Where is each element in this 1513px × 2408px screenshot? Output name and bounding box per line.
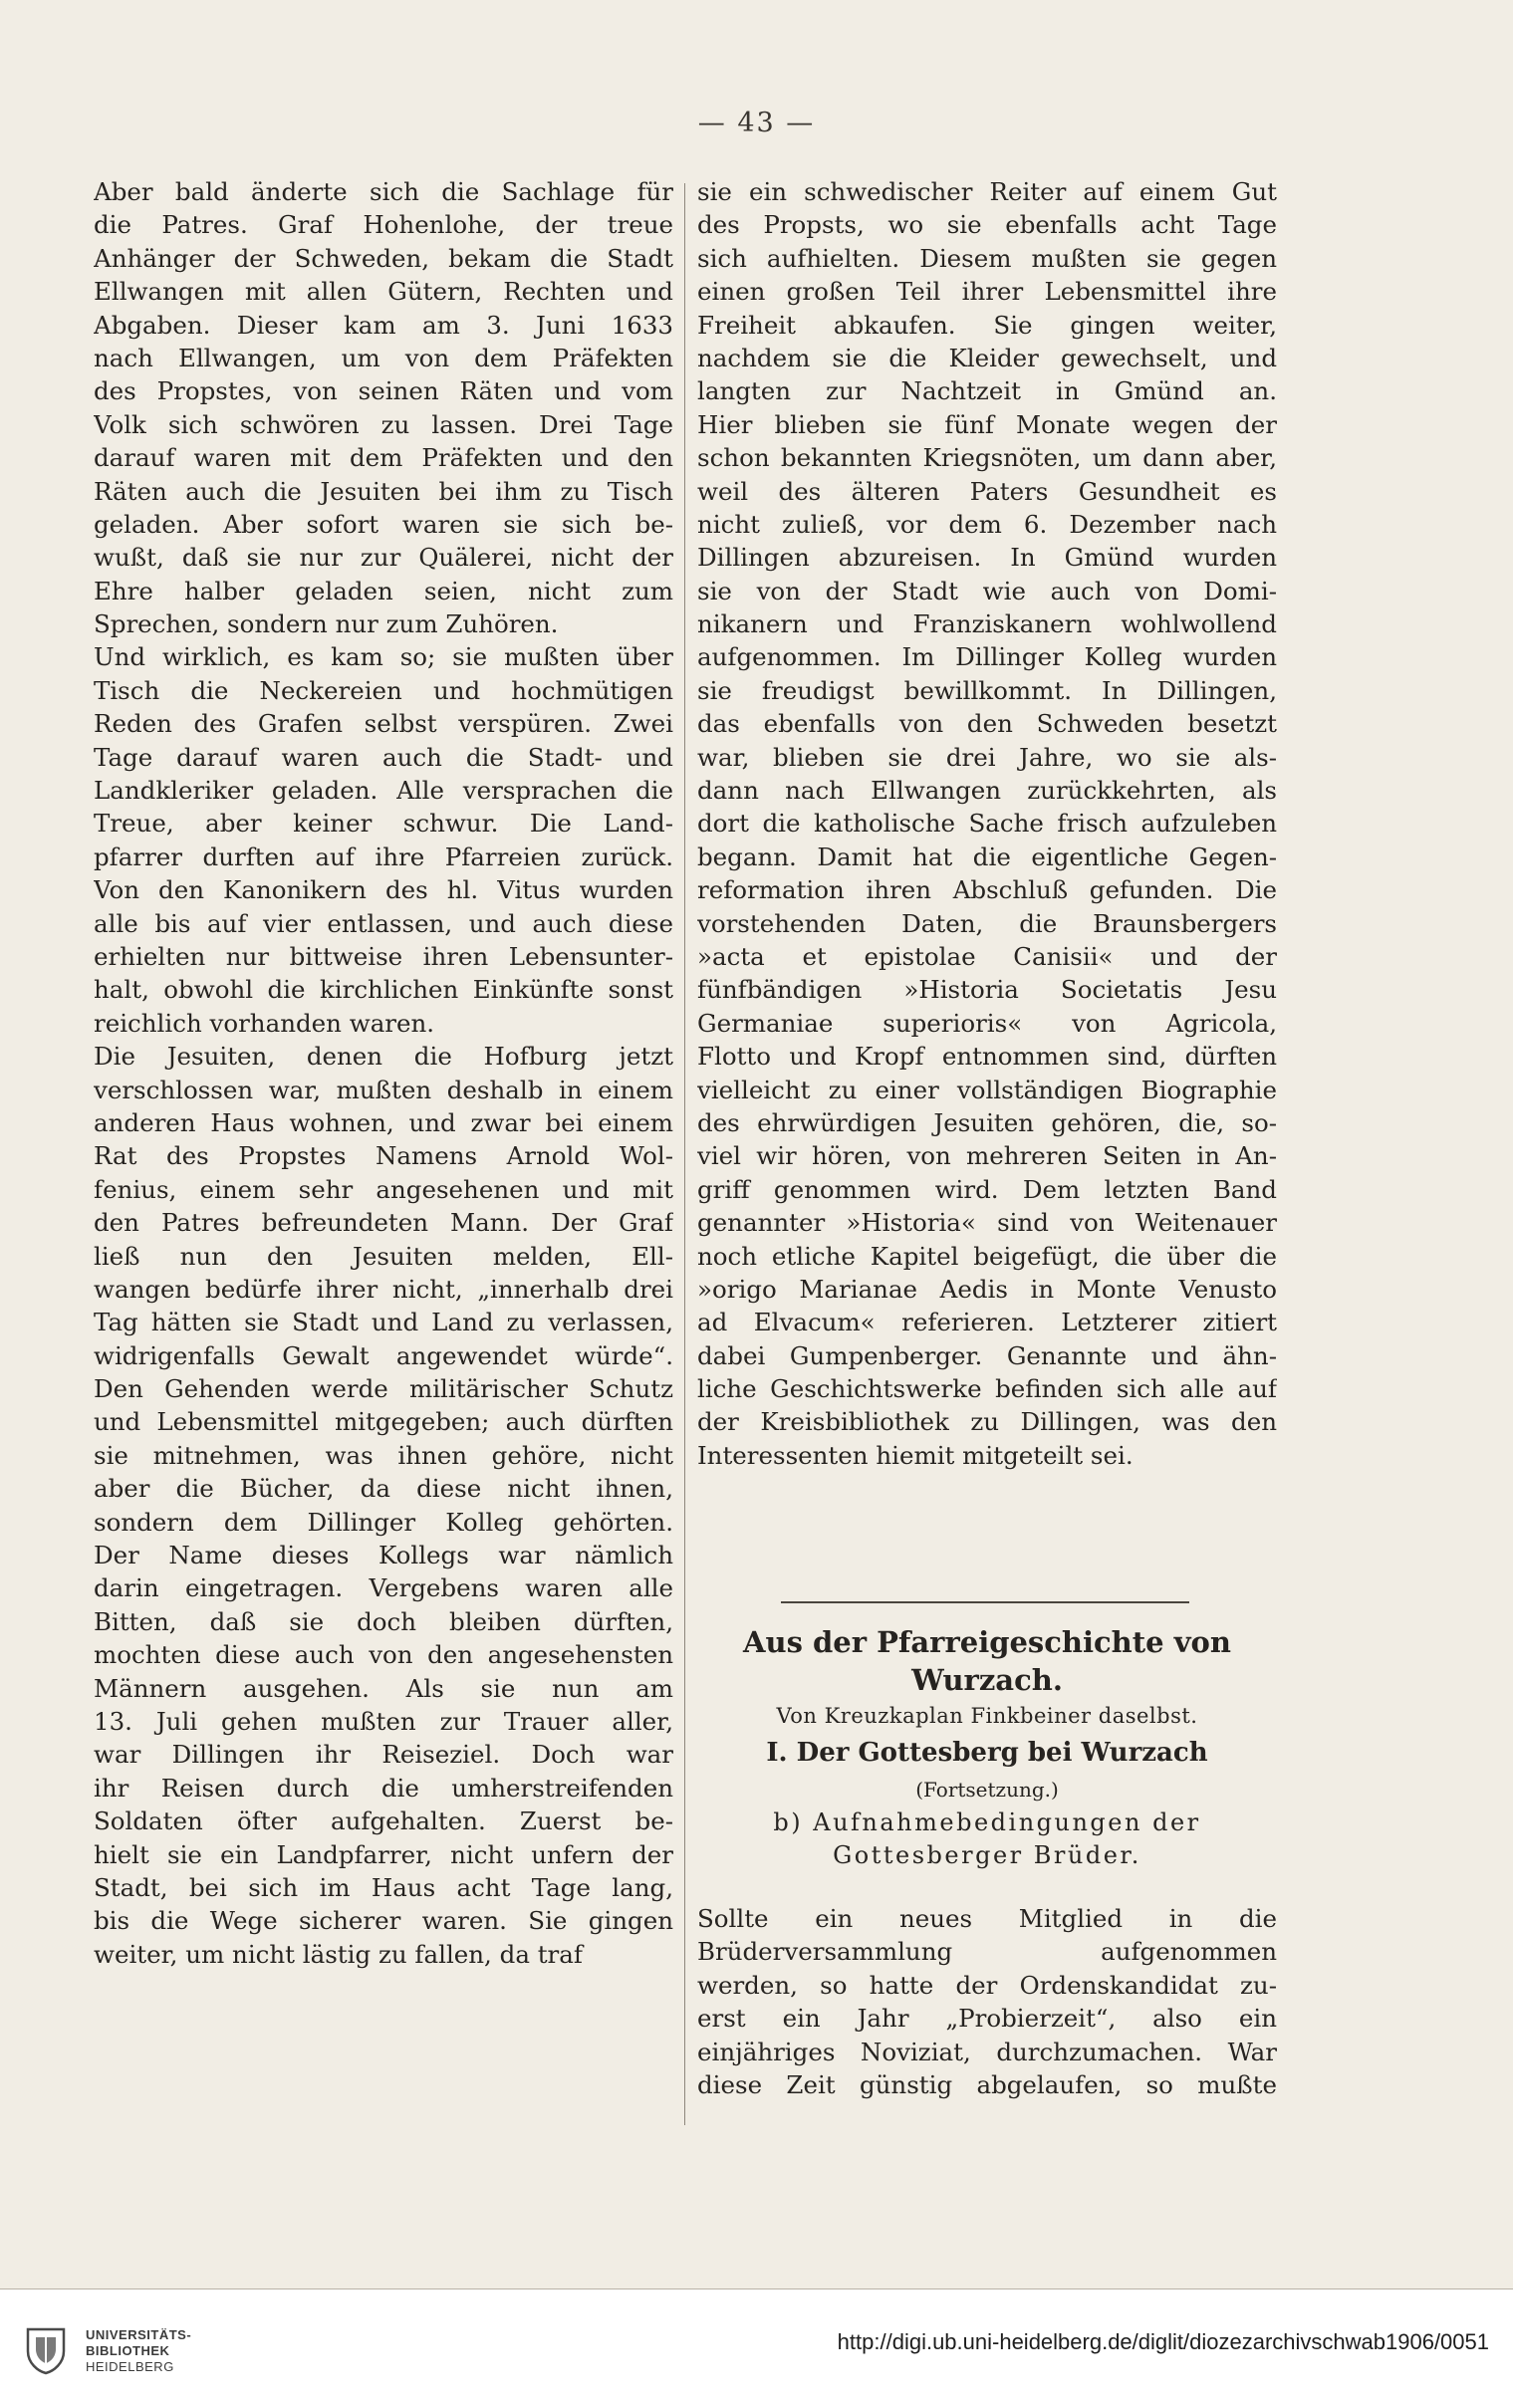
text-line: vielleicht zu einer vollständigen Biographie (697, 1075, 1277, 1104)
text-line: langten zur Nachtzeit in Gmünd an. (697, 376, 1277, 406)
text-line: das ebenfalls von den Schweden besetzt (697, 709, 1277, 739)
text-line: »acta et epistolae Canisii« und der (697, 941, 1277, 971)
text-line: Landkleriker geladen. Alle versprachen die (94, 776, 673, 806)
section-body (697, 1902, 1277, 2101)
library-name-line2: BIBLIOTHEK (86, 2343, 170, 2358)
text-line: mochten diese auch von den angesehensten (94, 1640, 673, 1670)
text-line: vorstehenden Daten, die Braunsbergers (697, 908, 1277, 938)
section-heading: I. Der Gottesberg bei Wurzach (766, 1738, 1208, 1768)
text-line: ließ nun den Jesuiten melden, Ell- (94, 1241, 673, 1271)
text-line: alle bis auf vier entlassen, und auch diese (94, 908, 673, 938)
article-title-line2: Wurzach. (911, 1663, 1063, 1697)
text-line: aber die Bücher, da diese nicht ihnen, (94, 1474, 673, 1504)
text-line: sie ein schwedischer Reiter auf einem Gut (697, 177, 1277, 206)
text-line: Freiheit abkaufen. Sie gingen weiter, (697, 310, 1277, 340)
text-line: werden, so hatte der Ordenskandidat zu- (697, 1970, 1277, 2000)
article-title-line1: Aus der Pfarreigeschichte von (743, 1625, 1231, 1659)
text-line: und Lebensmittel mitgegeben; auch dürften (94, 1407, 673, 1437)
footer-bar (0, 2289, 1513, 2408)
text-line: Hier blieben sie fünf Monate wegen der (697, 409, 1277, 439)
text-line: Ellwangen mit allen Gütern, Rechten und (94, 277, 673, 307)
text-line: »origo Marianae Aedis in Monte Venusto (697, 1274, 1277, 1304)
text-line: Bitten, daß sie doch bleiben dürften, (94, 1606, 673, 1636)
text-line: Interessenten hiemit mitgeteilt sei. (697, 1440, 1134, 1470)
text-line: Die Jesuiten, denen die Hofburg jetzt (94, 1042, 673, 1072)
text-line: weiter, um nicht lästig zu fallen, da traf (94, 1939, 583, 1969)
text-line: dann nach Ellwangen zurückkehrten, als (697, 776, 1277, 806)
article-author: Von Kreuzkaplan Finkbeiner daselbst. (776, 1704, 1198, 1728)
text-line: fenius, einem sehr angesehenen und mit (94, 1174, 673, 1204)
text-line: weil des älteren Paters Gesundheit es (697, 476, 1277, 506)
text-line: Stadt, bei sich im Haus acht Tage lang, (94, 1872, 673, 1902)
text-line: sie von der Stadt wie auch von Domi- (697, 576, 1277, 605)
text-line: diese Zeit günstig abgelaufen, so mußte (697, 2069, 1277, 2099)
text-line: darauf waren mit dem Präfekten und den (94, 443, 673, 473)
text-line: Sprechen, sondern nur zum Zuhören. (94, 609, 559, 639)
text-line: ad Elvacum« referieren. Letzterer zitiert (697, 1308, 1277, 1337)
page-number: — 43 — (697, 108, 816, 138)
text-line: Soldaten öfter aufgehalten. Zuerst be- (94, 1806, 673, 1836)
text-line: den Patres befreundeten Mann. Der Graf (94, 1208, 673, 1238)
source-url[interactable]: http://digi.ub.uni-heidelberg.de/diglit/diozezarchivschwab1906/0051 (837, 2329, 1489, 2354)
column-divider (684, 183, 685, 2125)
left-column (94, 175, 673, 1971)
text-line: dabei Gumpenberger. Genannte und ähn- (697, 1340, 1277, 1370)
text-line: wußt, daß sie nur zur Quälerei, nicht der (94, 543, 673, 573)
text-line: Und wirklich, es kam so; sie mußten über (94, 642, 673, 672)
subheading-line1: b) Aufnahmebedingungen der (773, 1808, 1201, 1836)
text-line: widrigenfalls Gewalt angewendet würde“. (94, 1340, 673, 1370)
text-line: erhielten nur bittweise ihren Lebensunter- (94, 941, 673, 971)
text-line: Reden des Grafen selbst verspüren. Zwei (94, 709, 673, 739)
text-line: reformation ihren Abschluß gefunden. Die (697, 875, 1277, 905)
text-line: bis die Wege sicherer waren. Sie gingen (94, 1906, 673, 1936)
text-line: Tisch die Neckereien und hochmütigen (94, 675, 673, 705)
library-name-line1: UNIVERSITÄTS- (86, 2327, 192, 2342)
text-line: reichlich vorhanden waren. (94, 1008, 435, 1038)
text-line: Brüderversammlung aufgenommen (697, 1937, 1277, 1967)
text-line: noch etliche Kapitel beigefügt, die über die (697, 1241, 1277, 1271)
subheading-line2: Gottesberger Brüder. (833, 1841, 1141, 1869)
text-line: griff genommen wird. Dem letzten Band (697, 1174, 1277, 1204)
text-line: schon bekannten Kriegsnöten, um dann aber, (697, 443, 1277, 473)
text-line: Ehre halber geladen seien, nicht zum (94, 576, 673, 605)
text-line: des ehrwürdigen Jesuiten gehören, die, so- (697, 1107, 1277, 1137)
text-line: Der Name dieses Kollegs war nämlich (94, 1541, 673, 1570)
text-line: Dillingen abzureisen. In Gmünd wurden (697, 543, 1277, 573)
text-line: Volk sich schwören zu lassen. Drei Tage (94, 409, 673, 439)
text-line: Rat des Propstes Namens Arnold Wol- (94, 1141, 673, 1171)
text-line: aufgenommen. Im Dillinger Kolleg wurden (697, 642, 1277, 672)
text-line: des Propsts, wo sie ebenfalls acht Tage (697, 210, 1277, 240)
text-line: Abgaben. Dieser kam am 3. Juni 1633 (94, 310, 673, 340)
text-line: Sollte ein neues Mitglied in die (697, 1904, 1277, 1933)
article-heading (697, 1623, 1277, 1872)
text-line: nicht zuließ, vor dem 6. Dezember nach (697, 509, 1277, 539)
text-line: die Patres. Graf Hohenlohe, der treue (94, 210, 673, 240)
text-line: geladen. Aber sofort waren sie sich be- (94, 509, 673, 539)
text-line: hielt sie ein Landpfarrer, nicht unfern der (94, 1839, 673, 1869)
library-name-line3: HEIDELBERG (86, 2359, 174, 2374)
text-line: Treue, aber keiner schwur. Die Land- (94, 809, 673, 839)
text-line: Anhänger der Schweden, bekam die Stadt (94, 243, 673, 273)
text-line: anderen Haus wohnen, und zwar bei einem (94, 1107, 673, 1137)
text-line: Aber bald änderte sich die Sachlage für (94, 177, 673, 206)
text-line: Flotto und Kropf entnommen sind, dürften (697, 1042, 1277, 1072)
text-line: genannter »Historia« sind von Weitenauer (697, 1208, 1277, 1238)
text-line: begann. Damit hat die eigentliche Gegen- (697, 842, 1277, 871)
text-line: des Propstes, von seinen Räten und vom (94, 376, 673, 406)
text-line: nikanern und Franziskanern wohlwollend (697, 609, 1277, 639)
text-line: halt, obwohl die kirchlichen Einkünfte sonst (94, 975, 673, 1005)
text-line: erst ein Jahr „Probierzeit“, also ein (697, 2004, 1277, 2034)
text-line: Männern ausgehen. Als sie nun am (94, 1673, 673, 1703)
section-divider (781, 1601, 1189, 1603)
text-line: sondern dem Dillinger Kolleg gehörten. (94, 1507, 673, 1537)
text-line: nachdem sie die Kleider gewechselt, und (697, 343, 1277, 372)
text-line: wangen bedürfe ihrer nicht, „innerhalb drei (94, 1274, 673, 1304)
text-line: sie mitnehmen, was ihnen gehöre, nicht (94, 1440, 673, 1470)
text-line: verschlossen war, mußten deshalb in einem (94, 1075, 673, 1104)
university-seal-icon (24, 2325, 68, 2375)
text-line: Germaniae superioris« von Agricola, (697, 1008, 1277, 1038)
text-line: der Kreisbibliothek zu Dillingen, was den (697, 1407, 1277, 1437)
text-line: sich aufhielten. Diesem mußten sie gegen (697, 243, 1277, 273)
text-line: dort die katholische Sache frisch aufzuleben (697, 809, 1277, 839)
text-line: Tage darauf waren auch die Stadt- und (94, 742, 673, 772)
text-line: Den Gehenden werde militärischer Schutz (94, 1374, 673, 1404)
text-line: Räten auch die Jesuiten bei ihm zu Tisch (94, 476, 673, 506)
text-line: einen großen Teil ihrer Lebensmittel ihre (697, 277, 1277, 307)
text-line: sie freudigst bewillkommt. In Dillingen, (697, 675, 1277, 705)
library-name (86, 2327, 191, 2375)
text-line: 13. Juli gehen mußten zur Trauer aller, (94, 1706, 673, 1736)
text-line: nach Ellwangen, um von dem Präfekten (94, 343, 673, 372)
text-line: Tag hätten sie Stadt und Land zu verlassen, (94, 1308, 673, 1337)
text-line: Von den Kanonikern des hl. Vitus wurden (94, 875, 673, 905)
text-line: einjähriges Noviziat, durchzumachen. War (697, 2037, 1277, 2066)
text-line: darin eingetragen. Vergebens waren alle (94, 1573, 673, 1603)
text-line: ihr Reisen durch die umherstreifenden (94, 1773, 673, 1803)
text-line: war Dillingen ihr Reiseziel. Doch war (94, 1740, 673, 1770)
text-line: fünfbändigen »Historia Societatis Jesu (697, 975, 1277, 1005)
text-line: pfarrer durften auf ihre Pfarreien zurück. (94, 842, 673, 871)
text-line: liche Geschichtswerke befinden sich alle auf (697, 1374, 1277, 1404)
right-column (697, 175, 1277, 1472)
continuation-note: (Fortsetzung.) (915, 1778, 1059, 1802)
text-line: viel wir hören, von mehreren Seiten in An- (697, 1141, 1277, 1171)
text-line: war, blieben sie drei Jahre, wo sie als- (697, 742, 1277, 772)
